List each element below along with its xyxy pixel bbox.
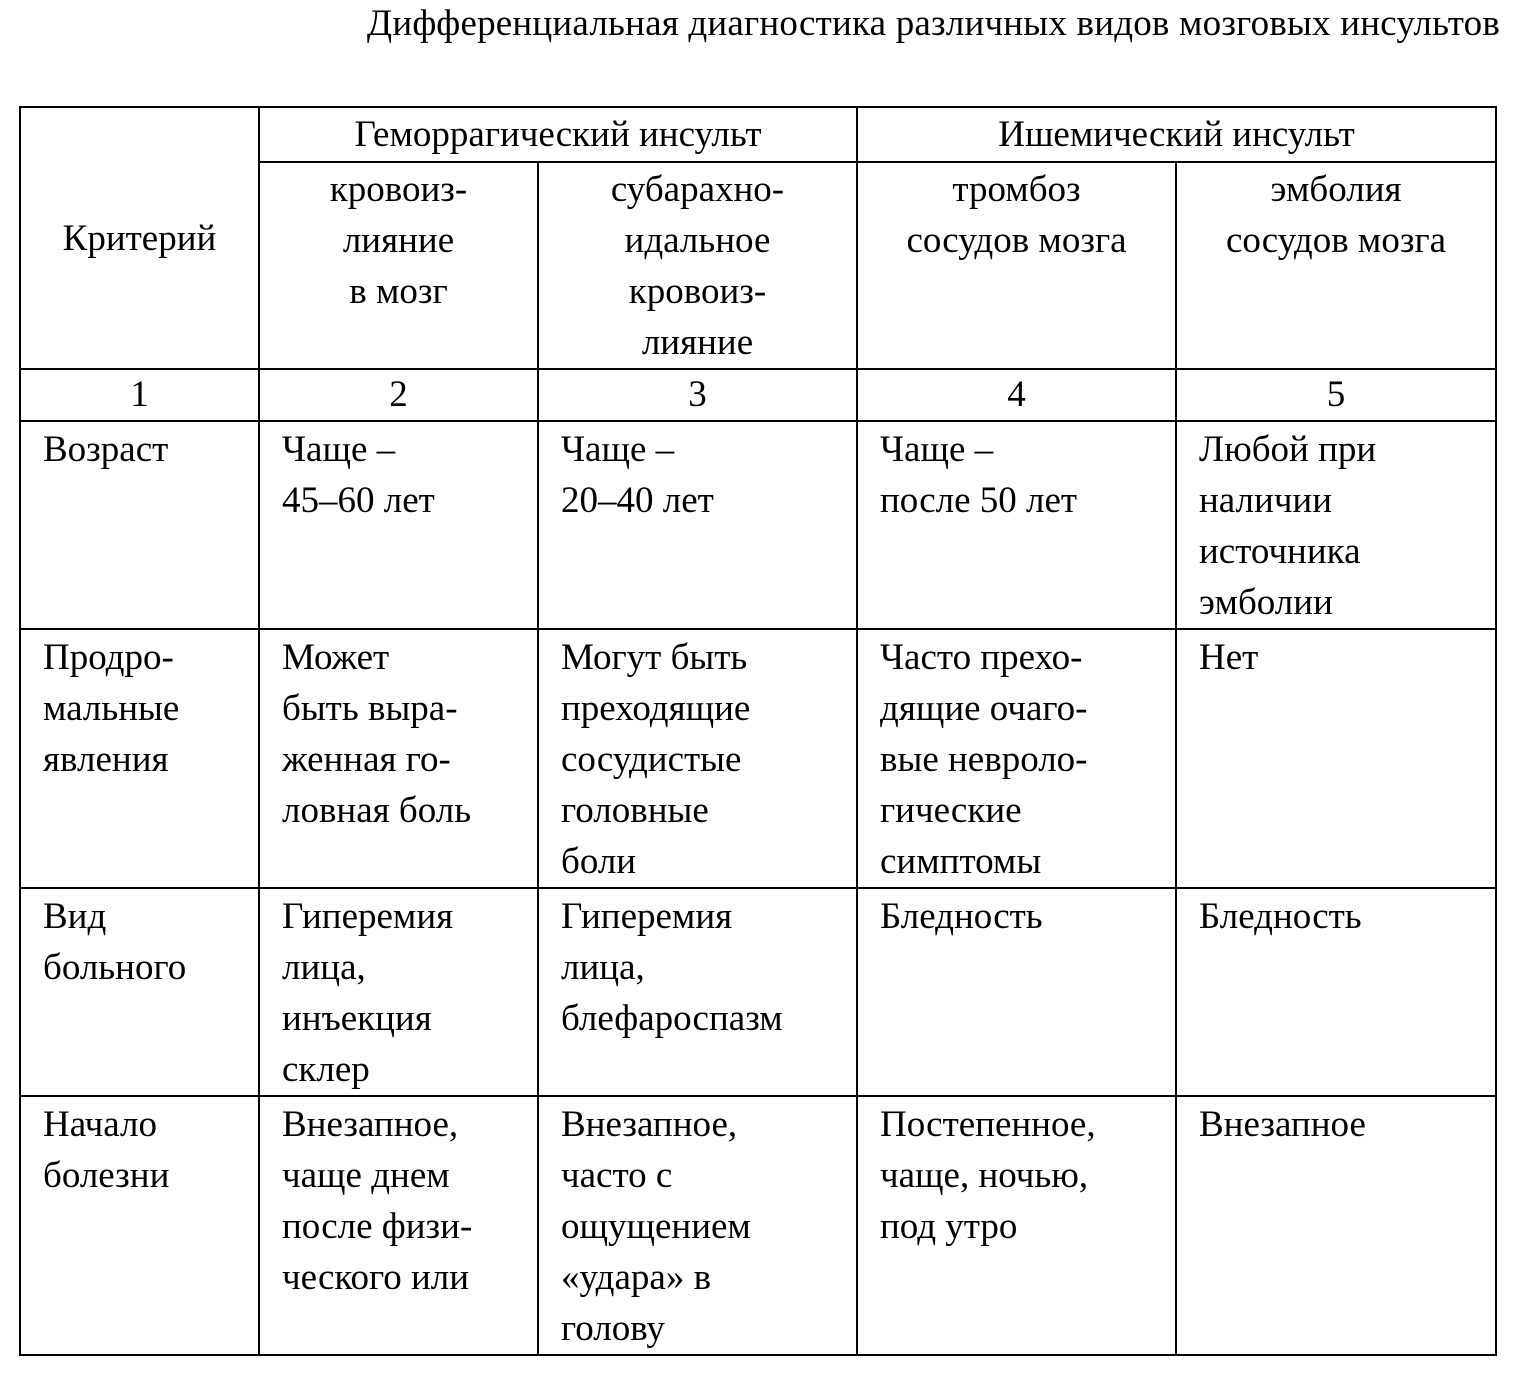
column-number: 1 xyxy=(20,369,259,421)
table-cell xyxy=(538,421,857,629)
table-cell xyxy=(1176,1096,1496,1355)
cell-text: Нет xyxy=(1199,637,1259,678)
row-criterion xyxy=(20,629,259,888)
row-criterion-label: Возраст xyxy=(43,429,169,470)
table-cell xyxy=(857,629,1176,888)
table-row xyxy=(20,888,1496,1096)
header-group-ischemic xyxy=(857,107,1496,162)
cell-text: Внезапное, часто с ощущением «удара» в голову xyxy=(561,1104,751,1349)
cell-text: Чаще – 45–60 лет xyxy=(282,429,435,521)
table-cell xyxy=(259,629,538,888)
table-cell xyxy=(1176,629,1496,888)
cell-text: Может быть выра- женная го- ловная боль xyxy=(282,637,472,831)
cell-text: Чаще – 20–40 лет xyxy=(561,429,714,521)
table-cell xyxy=(857,888,1176,1096)
header-criterion-label: Критерий xyxy=(62,217,217,259)
row-criterion xyxy=(20,1096,259,1355)
table-row xyxy=(20,421,1496,629)
row-criterion xyxy=(20,421,259,629)
header-group-ischemic-label: Ишемический инсульт xyxy=(998,113,1355,155)
table-cell xyxy=(857,1096,1176,1355)
row-criterion-label: Продро- мальные явления xyxy=(43,637,180,780)
cell-text: Внезапное, чаще днем после физи- ческого или xyxy=(282,1104,473,1298)
table-cell xyxy=(259,1096,538,1355)
table-cell xyxy=(1176,888,1496,1096)
header-group-hemorrhagic-label: Геморрагический инсульт xyxy=(354,113,762,155)
table-cell xyxy=(857,421,1176,629)
table-column-numbers-row xyxy=(20,369,1496,421)
column-number: 5 xyxy=(1176,369,1496,421)
header-subtype-label: кровоиз- лияние в мозг xyxy=(329,169,468,312)
cell-text: Гиперемия лица, инъекция склер xyxy=(282,896,454,1090)
row-criterion-label: Начало болезни xyxy=(43,1104,170,1196)
cell-text: Бледность xyxy=(880,896,1043,937)
document-title: Дифференциальная диагностика различных видов мозговых инсультов xyxy=(366,3,1500,44)
table-cell xyxy=(259,888,538,1096)
header-subtype-thrombosis xyxy=(857,162,1176,369)
table-cell xyxy=(538,629,857,888)
table-header-row-groups xyxy=(20,107,1496,162)
differential-diagnosis-table xyxy=(19,106,1497,1356)
table-row xyxy=(20,1096,1496,1355)
column-number: 3 xyxy=(538,369,857,421)
cell-text: Чаще – после 50 лет xyxy=(880,429,1078,521)
column-number: 4 xyxy=(857,369,1176,421)
header-subtype-label: эмболия сосудов мозга xyxy=(1225,169,1447,261)
header-group-hemorrhagic xyxy=(259,107,857,162)
cell-text: Бледность xyxy=(1199,896,1362,937)
header-criterion xyxy=(20,107,259,369)
table-cell xyxy=(259,421,538,629)
header-subtype-label: тромбоз сосудов мозга xyxy=(906,169,1127,261)
row-criterion xyxy=(20,888,259,1096)
cell-text: Могут быть преходящие сосудистые головные боли xyxy=(561,637,751,882)
column-number: 2 xyxy=(259,369,538,421)
row-criterion-label: Вид больного xyxy=(43,896,187,988)
header-subtype-embolism xyxy=(1176,162,1496,369)
table-row xyxy=(20,629,1496,888)
table-cell xyxy=(538,888,857,1096)
header-subtype-subarachnoid xyxy=(538,162,857,369)
header-subtype-intracerebral xyxy=(259,162,538,369)
table-cell xyxy=(1176,421,1496,629)
header-subtype-label: субарахно- идальное кровоиз- лияние xyxy=(610,169,785,363)
cell-text: Любой при наличии источника эмболии xyxy=(1199,429,1377,623)
cell-text: Часто прехо- дящие очаго- вые невроло- гические симптомы xyxy=(880,637,1088,882)
cell-text: Гиперемия лица, блефароспазм xyxy=(561,896,783,1039)
table-cell xyxy=(538,1096,857,1355)
cell-text: Постепенное, чаще, ночью, под утро xyxy=(880,1104,1096,1247)
cell-text: Внезапное xyxy=(1199,1104,1366,1145)
